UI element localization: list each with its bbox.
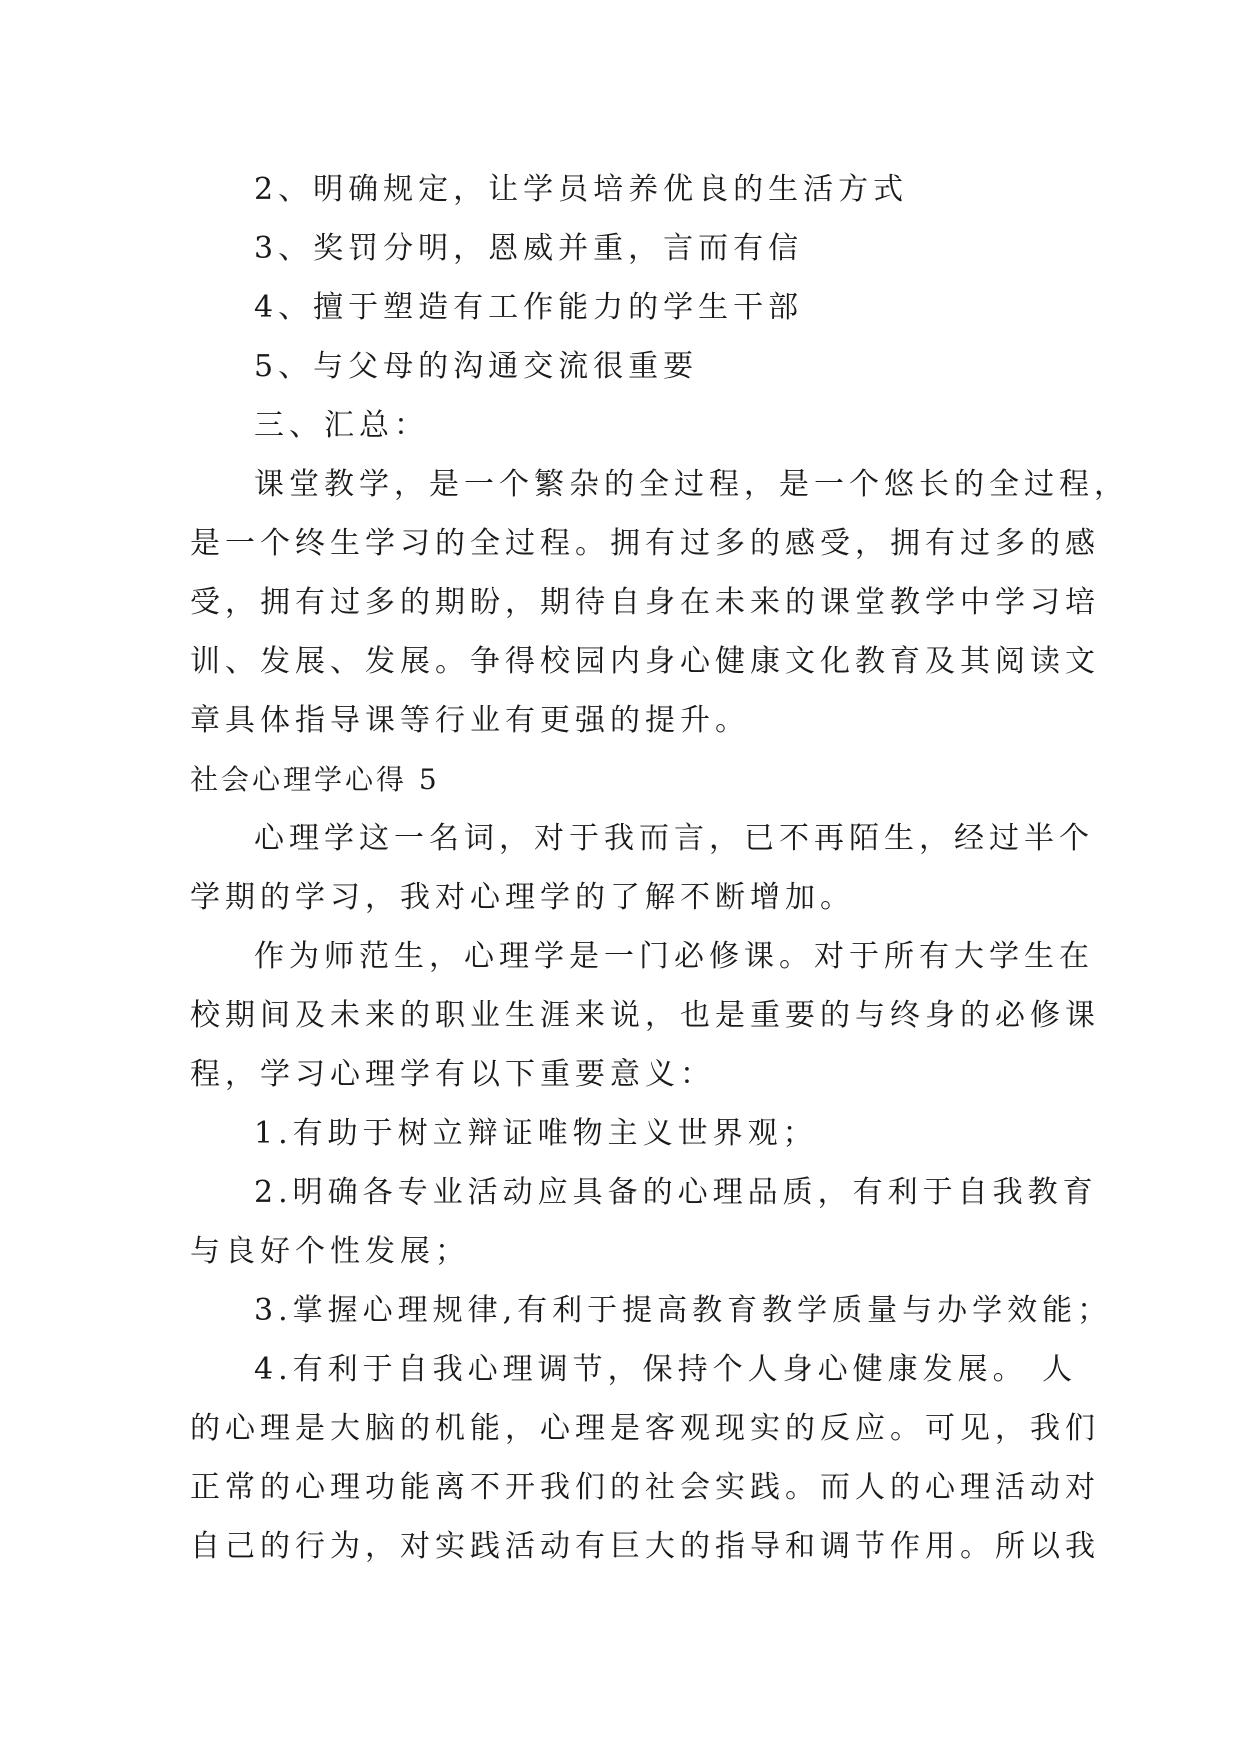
list-item-significance-4: 4.有利于自我心理调节，保持个人身心健康发展。 人	[254, 1352, 1078, 1387]
paragraph-line: 受，拥有过多的期盼，期待自身在未来的课堂教学中学习培	[190, 585, 1100, 620]
list-item-4: 4、擅于塑造有工作能力的学生干部	[254, 290, 804, 325]
article-title: 社会心理学心得 5	[190, 763, 440, 796]
paragraph-line: 学期的学习，我对心理学的了解不断增加。	[190, 880, 855, 915]
section-heading-summary: 三、汇总：	[254, 408, 429, 443]
paragraph-line: 正常的心理功能离不开我们的社会实践。而人的心理活动对	[190, 1470, 1100, 1505]
paragraph-line: 是一个终生学习的全过程。拥有过多的感受，拥有过多的感	[190, 526, 1100, 561]
paragraph-line: 章具体指导课等行业有更强的提升。	[190, 703, 750, 738]
paragraph-line: 心理学这一名词，对于我而言，已不再陌生，经过半个	[254, 821, 1094, 856]
paragraph-line: 训、发展、发展。争得校园内身心健康文化教育及其阅读文	[190, 644, 1100, 679]
list-item-5: 5、与父母的沟通交流很重要	[254, 349, 699, 384]
paragraph-line: 与良好个性发展；	[190, 1234, 470, 1269]
list-item-significance-1: 1.有助于树立辩证唯物主义世界观；	[254, 1116, 818, 1151]
paragraph-line: 程，学习心理学有以下重要意义：	[190, 1057, 715, 1092]
paragraph-line: 校期间及未来的职业生涯来说，也是重要的与终身的必修课	[190, 998, 1100, 1033]
document-page	[190, 160, 1129, 1576]
paragraph-line: 自己的行为，对实践活动有巨大的指导和调节作用。所以我	[190, 1529, 1100, 1564]
list-item-significance-3: 3.掌握心理规律,有利于提高教育教学质量与办学效能；	[254, 1293, 1113, 1328]
list-item-significance-2: 2.明确各专业活动应具备的心理品质，有利于自我教育	[254, 1175, 1098, 1210]
list-item-2: 2、明确规定，让学员培养优良的生活方式	[254, 172, 909, 207]
paragraph-line: 作为师范生，心理学是一门必修课。对于所有大学生在	[254, 939, 1094, 974]
paragraph-line: 课堂教学，是一个繁杂的全过程，是一个悠长的全过程，	[254, 467, 1129, 502]
paragraph-line: 的心理是大脑的机能，心理是客观现实的反应。可见，我们	[190, 1411, 1100, 1446]
list-item-3: 3、奖罚分明，恩威并重，言而有信	[254, 231, 804, 266]
